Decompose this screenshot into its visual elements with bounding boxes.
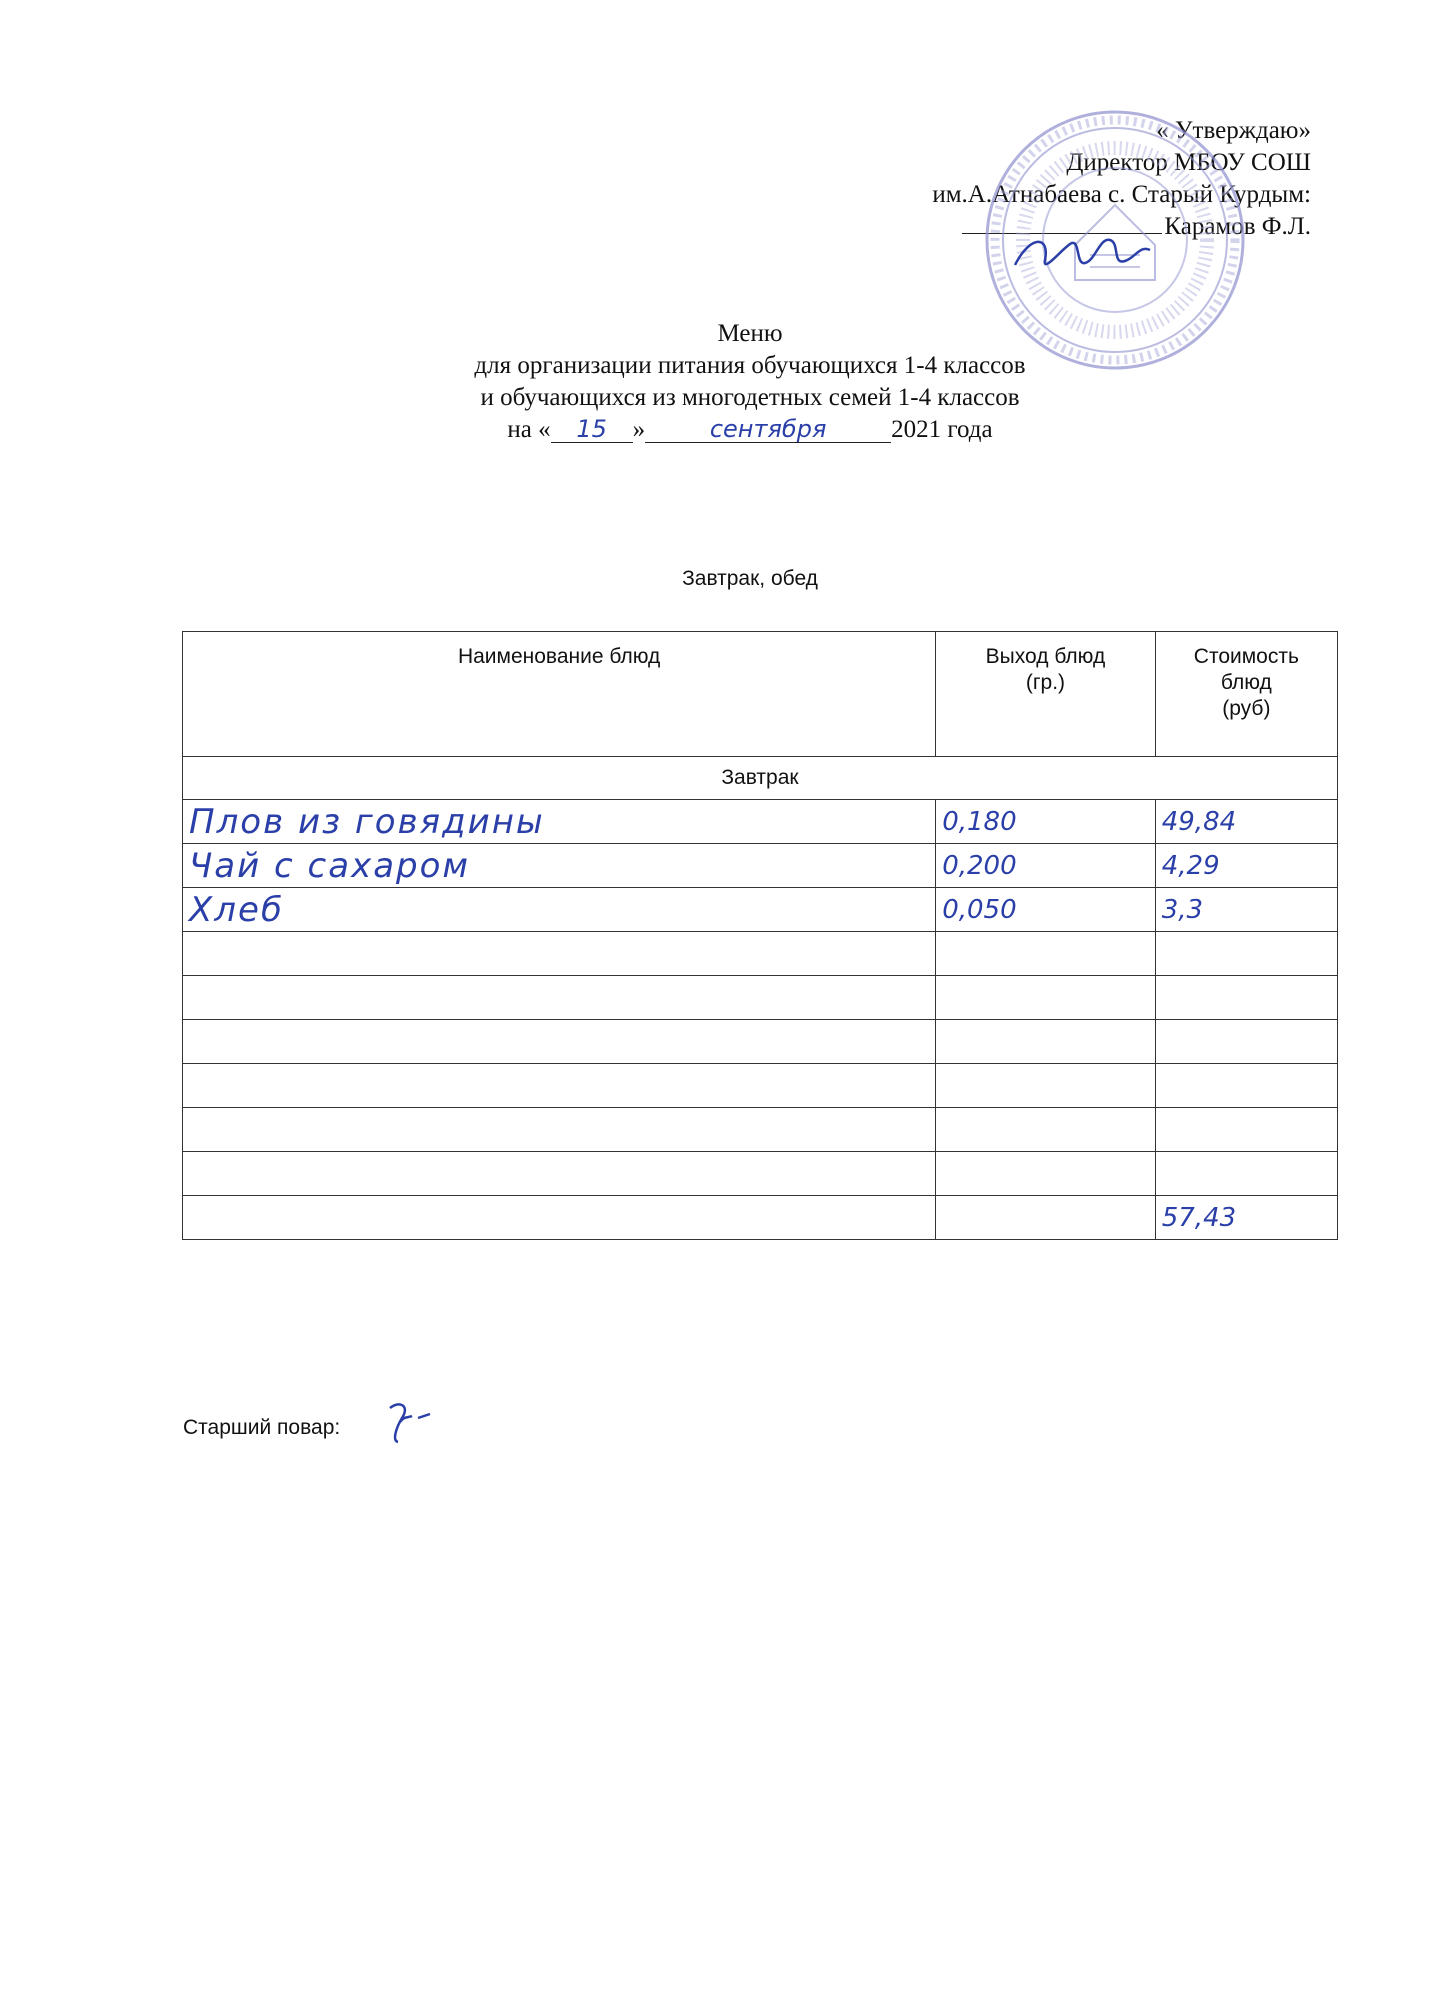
document-title bbox=[0, 318, 1454, 446]
empty-row bbox=[183, 932, 1338, 976]
dish-name: Чай с сахаром bbox=[183, 844, 936, 888]
title-line3: и обучающихся из многодетных семей 1-4 классов bbox=[480, 384, 1020, 411]
cook-signature bbox=[382, 1396, 442, 1446]
dish-cost: 49,84 bbox=[1155, 800, 1337, 844]
empty-row bbox=[183, 1064, 1338, 1108]
empty-row bbox=[183, 1020, 1338, 1064]
dish-yield: 0,200 bbox=[936, 844, 1156, 888]
title-menu: Меню bbox=[717, 320, 783, 347]
director-signature bbox=[1010, 225, 1155, 280]
dish-name: Хлеб bbox=[183, 888, 936, 932]
header-cost: Стоимость блюд (руб) bbox=[1155, 632, 1337, 757]
table-header-row bbox=[183, 632, 1338, 757]
header-yield: Выход блюд (гр.) bbox=[936, 632, 1156, 757]
meal-subtitle: Завтрак, обед bbox=[682, 567, 818, 590]
section-row bbox=[183, 757, 1338, 800]
title-date: на « 15 » сентября 2021 года bbox=[507, 415, 993, 443]
director-name: Карамов Ф.Л. bbox=[1164, 213, 1311, 240]
dish-yield: 0,050 bbox=[936, 888, 1156, 932]
empty-row bbox=[183, 1152, 1338, 1196]
approval-school: им.А.Атнабаева с. Старый Курдым: bbox=[932, 181, 1311, 208]
menu-table bbox=[182, 631, 1338, 1240]
table-row bbox=[183, 800, 1338, 844]
approval-heading: « Утверждаю» bbox=[1156, 117, 1311, 144]
date-day: 15 bbox=[551, 416, 633, 443]
title-line2: для организации питания обучающихся 1-4 классов bbox=[474, 352, 1026, 379]
empty-row bbox=[183, 1108, 1338, 1152]
empty-row bbox=[183, 976, 1338, 1020]
date-month: сентября bbox=[645, 416, 891, 443]
table-row bbox=[183, 844, 1338, 888]
dish-cost: 3,3 bbox=[1155, 888, 1337, 932]
approval-position: Директор МБОУ СОШ bbox=[1066, 149, 1311, 176]
senior-cook-label: Старший повар: bbox=[183, 1416, 341, 1439]
dish-name: Плов из говядины bbox=[183, 800, 936, 844]
dish-cost: 4,29 bbox=[1155, 844, 1337, 888]
total-row bbox=[183, 1196, 1338, 1240]
section-breakfast: Завтрак bbox=[183, 757, 1338, 800]
table-row bbox=[183, 888, 1338, 932]
total-cost: 57,43 bbox=[1155, 1196, 1337, 1240]
header-dish-name: Наименование блюд bbox=[183, 632, 936, 757]
dish-yield: 0,180 bbox=[936, 800, 1156, 844]
